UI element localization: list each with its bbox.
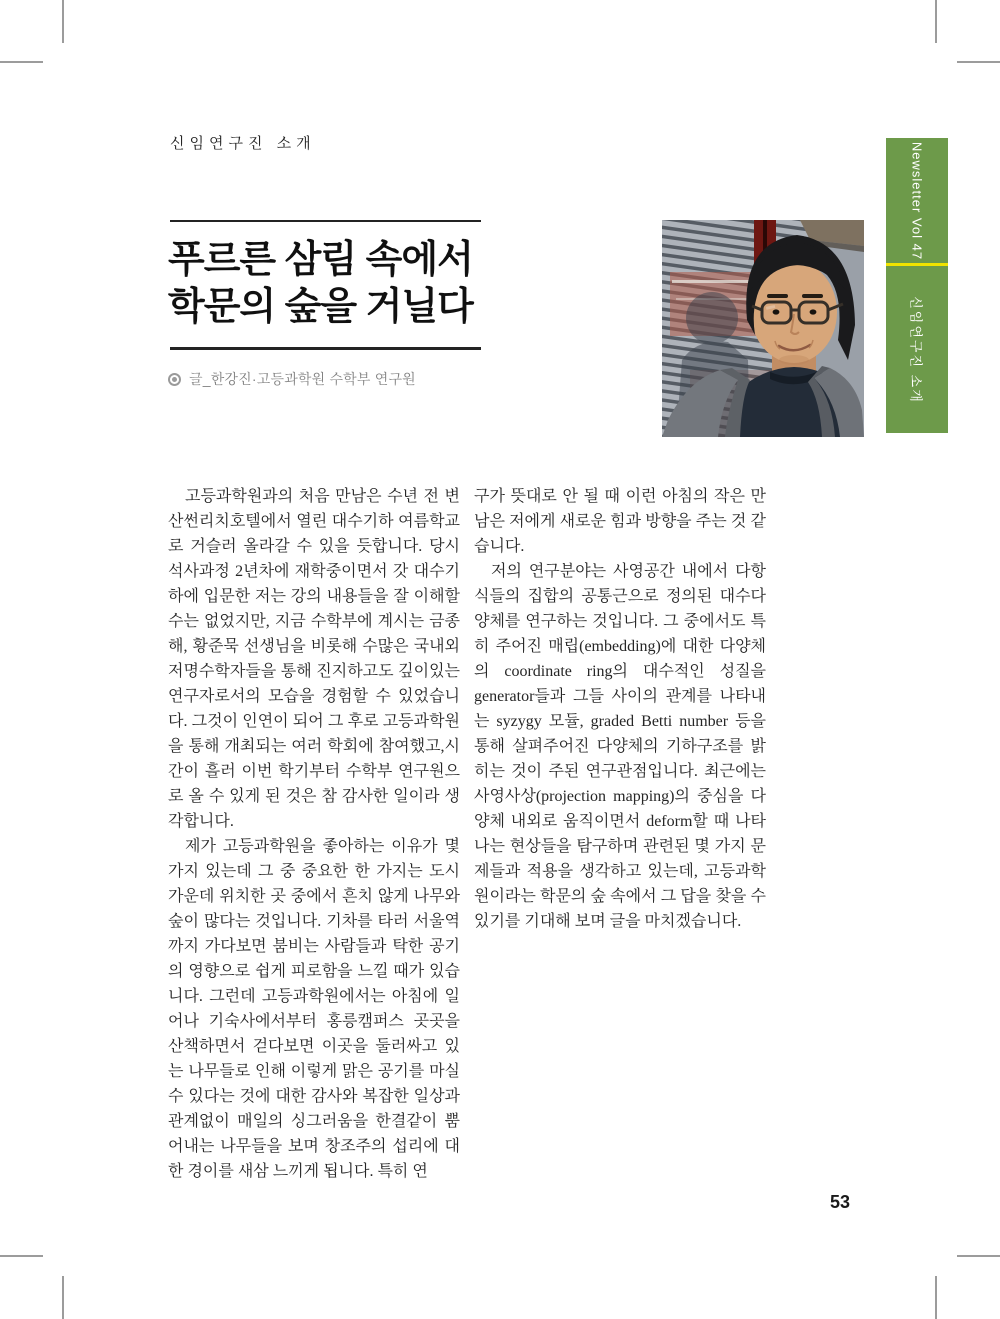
article-column-2 — [474, 484, 766, 1184]
paragraph: 고등과학원과의 처음 만남은 수년 전 변산썬리치호텔에서 열린 대수기하 여름학교로 거슬러 올라갈 수 있을 듯합니다. 당시 석사과정 2년차에 재학중이면서 갓 대수기하에 입문한 저는 강의 내용들을 잘 이해할 수는 없었지만, 지금 수학부에 계시는 금종해, 황준묵 선생님을 비롯해 수많은 국내외 저명수학자들을 통해 진지하고도 깊이있는 연구자로서의 모습을 경험할 수 있었습니다. 그것이 인연이 되어 그 후로 고등과학원을 통해 개최되는 여러 학회에 참여했고,시간이 흘러 이번 학기부터 수학부 연구원으로 올 수 있게 된 것은 참 감사한 일이라 생각합니다. — [168, 488, 460, 830]
crop-mark-bottom-right-h — [957, 1255, 1000, 1257]
title-rule-bottom — [170, 347, 481, 350]
paragraph: 저의 연구분야는 사영공간 내에서 다항식들의 집합의 공통근으로 정의된 대수다양체를 연구하는 것입니다. 그 중에서도 특히 주어진 매립(embedding)에 대한 다양체의 coordinate ring의 대수적인 성질을 generator들과 그들 사이의 관계를 나타내는 syzygy 모듈, graded Betti number 등을 통해 살펴주어진 다양체의 기하구조를 밝히는 것이 주된 연구관점입니다. 최근에는 사영사상(projection mapping)의 중심을 다양체 내외로 움직이면서 deform할 때 나타나는 현상들을 탐구하며 관련된 몇 가지 문제들과 적용을 생각하고 있는데, 고등과학원이라는 학문의 숲 속에서 그 답을 찾을 수 있기를 기대해 보며 글을 마치겠습니다. — [474, 563, 766, 930]
paragraph: 구가 뜻대로 안 될 때 이런 아침의 작은 만남은 저에게 새로운 힘과 방향을 주는 것 같습니다. — [474, 488, 766, 555]
sidebar-tab-newsletter — [886, 138, 948, 263]
newsletter-volume-label: Newsletter Vol 47 — [909, 141, 925, 260]
sidebar-tab — [886, 138, 948, 433]
page-number: 53 — [830, 1192, 851, 1212]
article-title — [168, 237, 473, 331]
paragraph: 제가 고등과학원을 좋아하는 이유가 몇 가지 있는데 그 중 중요한 한 가지는 도시 가운데 위치한 곳 중에서 흔치 않게 나무와 숲이 많다는 것입니다. 기차를 타러 서울역까지 가다보면 붐비는 사람들과 탁한 공기의 영향으로 쉽게 피로함을 느낄 때가 있습니다. 그런데 고등과학원에서는 아침에 일어나 기숙사에서부터 홍릉캠퍼스 곳곳을 산책하면서 걷다보면 이곳을 둘러싸고 있는 나무들로 인해 이렇게 맑은 공기를 마실 수 있다는 것에 대한 감사와 복잡한 일상과 관계없이 매일의 싱그러움을 한결같이 뿜어내는 나무들을 보며 창조주의 섭리에 대한 경이를 새삼 느끼게 됩니다. 특히 연 — [168, 838, 460, 1180]
article-column-1 — [168, 484, 460, 1184]
byline — [168, 369, 416, 389]
crop-mark-bottom-right-v — [935, 1276, 937, 1319]
article-body — [168, 484, 766, 1184]
crop-mark-top-right-h — [957, 61, 1000, 63]
crop-mark-top-right-v — [935, 0, 937, 43]
byline-text: 글_한강진·고등과학원 수학부 연구원 — [189, 371, 416, 387]
crop-mark-top-left-v — [62, 0, 64, 43]
sidebar-section-label: 신임연구진 소개 — [908, 295, 924, 404]
portrait-photo — [662, 220, 864, 437]
crop-mark-top-left-h — [0, 61, 43, 63]
section-label: 신임연구진 소개 — [170, 135, 316, 152]
byline-ring-icon — [168, 373, 181, 386]
article-title-line1: 푸르른 삼림 속에서 — [168, 239, 473, 281]
title-rule-top — [170, 220, 481, 222]
crop-mark-bottom-left-h — [0, 1255, 43, 1257]
article-title-line2: 학문의 숲을 거닐다 — [168, 286, 473, 328]
crop-mark-bottom-left-v — [62, 1276, 64, 1319]
sidebar-tab-section — [886, 266, 948, 433]
